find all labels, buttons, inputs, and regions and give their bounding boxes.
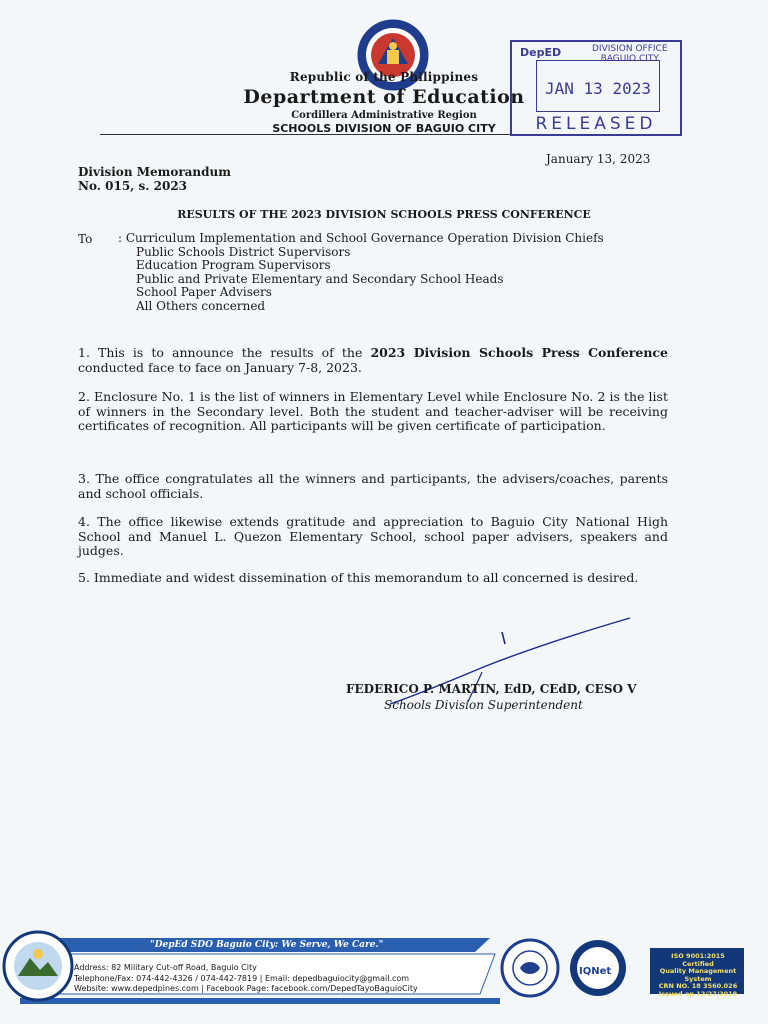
memo-type: Division Memorandum <box>78 165 231 179</box>
memo-number: No. 015, s. 2023 <box>78 179 188 193</box>
stamp-logo: DepED <box>520 46 562 59</box>
released-stamp <box>510 40 682 136</box>
recipient-item: Public Schools District Supervisors <box>136 244 351 259</box>
signatory-title: Schools Division Superintendent <box>384 698 583 712</box>
to-label: To <box>78 232 93 246</box>
paragraph-4: 4. The office likewise extends gratitude and appreciation to Baguio City National High School and Manuel L. Quezon Elementary School, school paper advisers, speakers and judges. <box>78 514 668 558</box>
stamp-office: DIVISION OFFICE BAGUIO CITY <box>592 44 668 64</box>
paragraph-1: 1. This is to announce the results of the 2023 Division Schools Press Conference conducted face to face on January 7-8, 2023. <box>78 345 668 375</box>
recipient-item: Education Program Supervisors <box>136 258 331 272</box>
memo-date: January 13, 2023 <box>546 152 651 166</box>
memo-identifier <box>78 165 231 193</box>
stamp-date-box <box>536 60 660 112</box>
memo-subject: RESULTS OF THE 2023 DIVISION SCHOOLS PRESS CONFERENCE <box>177 208 591 221</box>
recipient-list <box>118 232 604 313</box>
paragraph-5: 5. Immediate and widest dissemination of this memorandum to all concerned is desired. <box>78 570 639 585</box>
region-label: Cordillera Administrative Region <box>291 110 477 121</box>
division-label: SCHOOLS DIVISION OF BAGUIO CITY <box>272 122 496 135</box>
stamp-date: JAN 13 2023 <box>545 79 651 98</box>
department-title: Department of Education <box>243 86 525 108</box>
recipient-item: : Curriculum Implementation and School Governance Operation Division Chiefs <box>118 231 604 245</box>
iqnet-logo: IQNet <box>579 966 612 977</box>
signatory-name: FEDERICO P. MARTIN, EdD, CEdD, CESO V <box>346 682 637 696</box>
footer-phone-email: Telephone/Fax: 074-442-4326 / 074-442-7819 | Email: depedbaguiocity@gmail.com <box>74 973 410 983</box>
footer-address: Address: 82 Military Cut-off Road, Baguio City <box>74 963 257 972</box>
paragraph-2: 2. Enclosure No. 1 is the list of winners in Elementary Level while Enclosure No. 2 is the list of winners in the Secondary level. Both the student and teacher-adviser will be receiving certificates of recognition. All participants will be given certificate of participation. <box>78 389 668 433</box>
recipient-item: Public and Private Elementary and Secondary School Heads <box>136 271 504 286</box>
event-name: 2023 Division Schools Press Conference <box>370 345 668 360</box>
recipient-item: School Paper Advisers <box>136 285 272 299</box>
republic-label: Republic of the Philippines <box>289 70 479 84</box>
footer-contact <box>74 963 418 995</box>
recipient-item: All Others concerned <box>136 298 266 313</box>
paragraph-3: 3. The office congratulates all the winners and participants, the advisers/coaches, parents and school officials. <box>78 471 668 501</box>
footer-website: Website: www.depedpines.com | Facebook Page: facebook.com/DepedTayoBaguioCity <box>74 984 418 993</box>
iso-certification: ISO 9001:2015 Certified Quality Management System CRN NO. 18 3560.026 Issued on 12/27/2019 <box>658 952 738 998</box>
footer-slogan: "DepEd SDO Baguio City: We Serve, We Care." <box>150 940 384 950</box>
stamp-status: RELEASED <box>535 114 657 134</box>
